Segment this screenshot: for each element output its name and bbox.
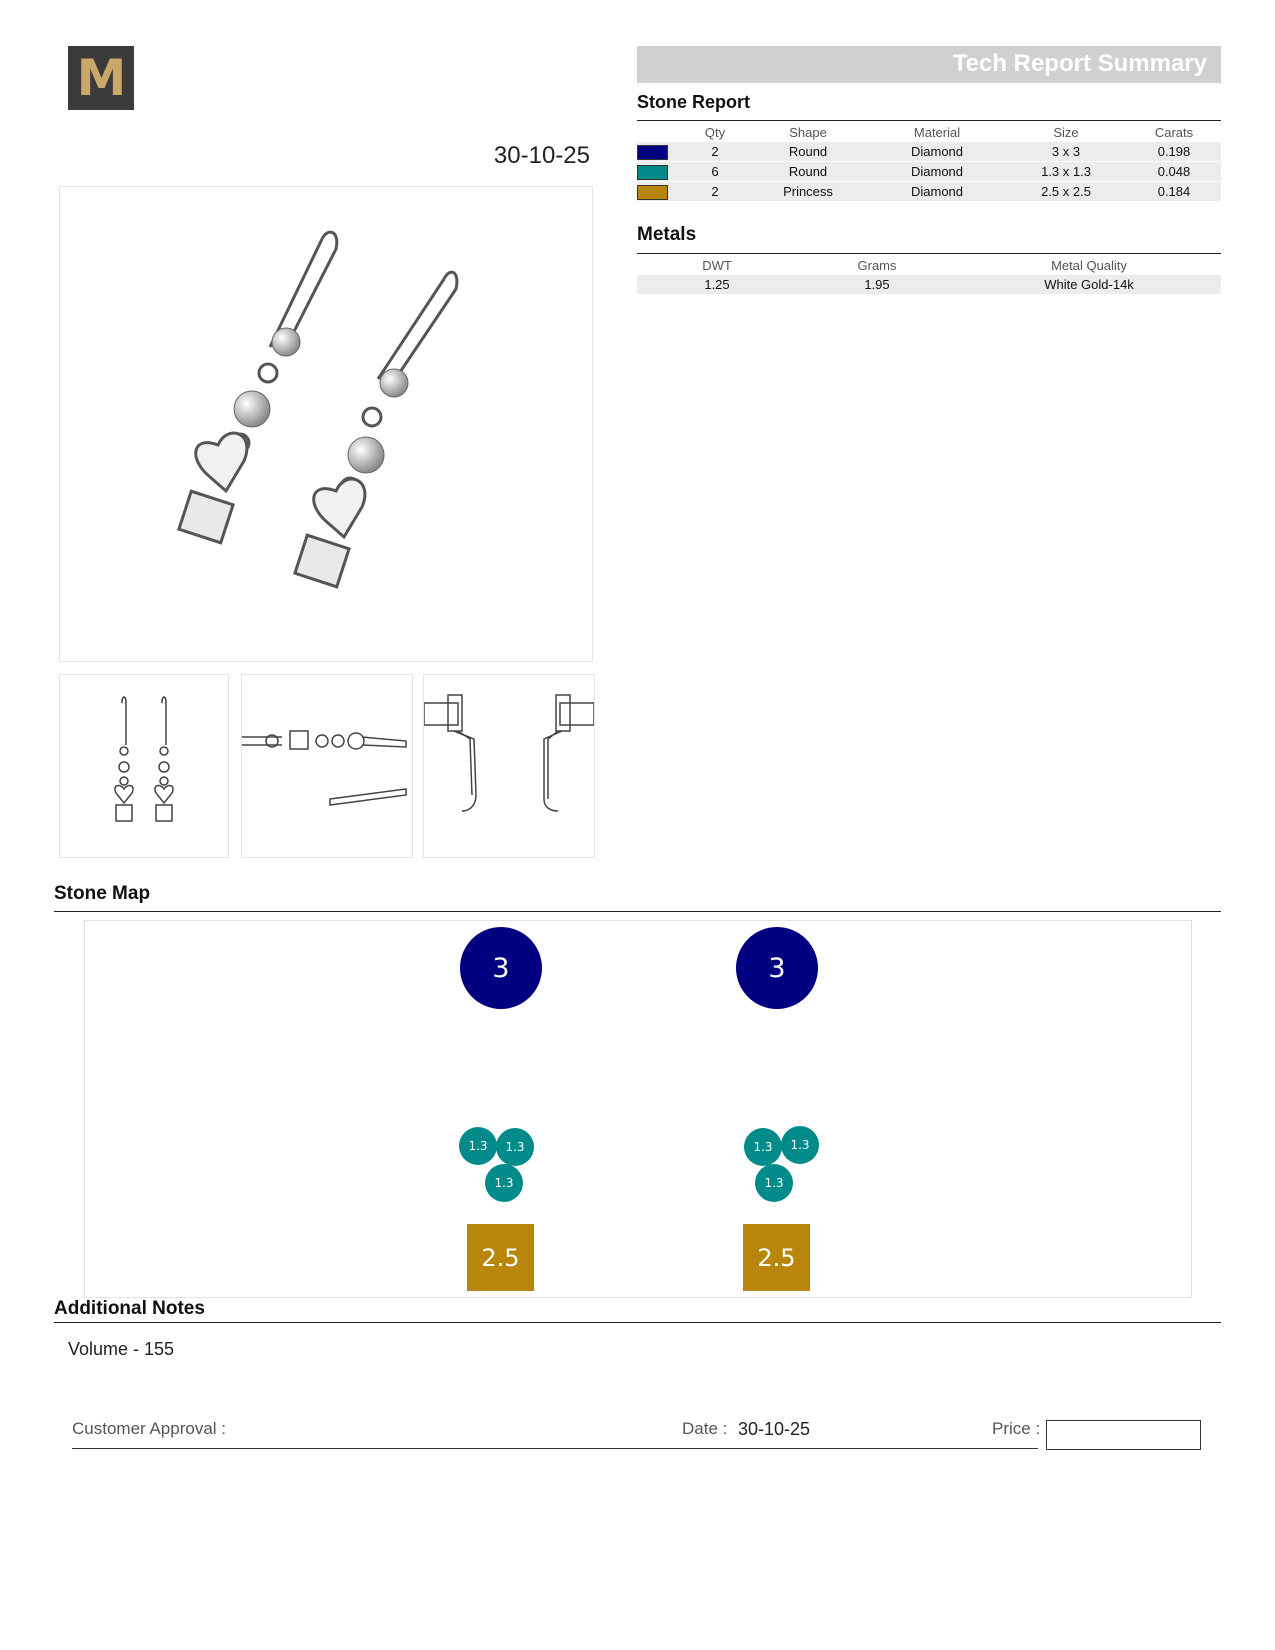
thumbnail-side-view[interactable]: [241, 674, 413, 858]
dwt-cell: 1.25: [637, 275, 797, 294]
table-row: [637, 142, 1221, 162]
grams-cell: 1.95: [797, 275, 957, 294]
carats-cell: 0.184: [1127, 182, 1221, 202]
stone-report-table: [637, 122, 1221, 201]
thumbnail-top-view[interactable]: [423, 674, 595, 858]
report-header-banner: [637, 46, 1221, 83]
metal-quality-cell: White Gold-14k: [957, 275, 1221, 294]
stone-report-header-row: [637, 122, 1221, 142]
main-product-image: [59, 186, 593, 662]
top-view-illustration: [424, 675, 594, 857]
material-cell: Diamond: [869, 162, 1005, 182]
stone-princess-2-5mm: 2.5: [743, 1224, 810, 1291]
carats-cell: 0.198: [1127, 142, 1221, 162]
company-logo: [68, 46, 134, 110]
stone-round-1-3mm: 1.3: [485, 1164, 523, 1202]
shape-cell: Round: [747, 142, 869, 162]
signature-line: [72, 1448, 1038, 1449]
stone-round-3mm: 3: [460, 927, 542, 1009]
material-cell: Diamond: [869, 182, 1005, 202]
side-view-illustration: [242, 675, 412, 857]
stone-round-1-3mm: 1.3: [459, 1127, 497, 1165]
stone-round-1-3mm: 1.3: [781, 1126, 819, 1164]
table-row: [637, 182, 1221, 202]
stone-color-swatch: [637, 145, 668, 160]
qty-cell: 6: [683, 162, 747, 182]
thumbnail-front-view[interactable]: [59, 674, 229, 858]
size-cell: 1.3 x 1.3: [1005, 162, 1127, 182]
stone-color-swatch: [637, 185, 668, 200]
stone-map-divider: [54, 911, 1221, 912]
price-label: Price :: [992, 1419, 1041, 1438]
column-header: Carats: [1154, 124, 1194, 140]
date-label: Date :: [682, 1419, 728, 1438]
additional-notes-title: Additional Notes: [54, 1298, 205, 1319]
size-cell: 3 x 3: [1005, 142, 1127, 162]
approval-date-value: 30-10-25: [738, 1419, 811, 1439]
report-title: Tech Report Summary: [952, 50, 1207, 77]
column-header: Material: [913, 124, 961, 140]
metals-divider: [637, 253, 1221, 254]
metals-title: Metals: [637, 224, 697, 245]
qty-cell: 2: [683, 142, 747, 162]
stone-report-title: Stone Report: [637, 92, 751, 112]
stone-round-1-3mm: 1.3: [744, 1128, 782, 1166]
customer-approval-label: Customer Approval :: [72, 1419, 227, 1438]
metals-table: [637, 255, 1221, 294]
column-header: Qty: [704, 124, 726, 140]
stone-round-3mm: 3: [736, 927, 818, 1009]
stone-map-panel: [84, 920, 1192, 1298]
table-row: [637, 275, 1221, 294]
table-row: [637, 162, 1221, 182]
price-field[interactable]: [1046, 1420, 1201, 1450]
earring-render-illustration: [60, 187, 592, 661]
notes-divider: [54, 1322, 1221, 1323]
swatch-column-header: [637, 122, 683, 142]
carats-cell: 0.048: [1127, 162, 1221, 182]
notes-text: Volume - 155: [68, 1339, 175, 1359]
shape-cell: Round: [747, 162, 869, 182]
stone-report-divider: [637, 120, 1221, 121]
metals-header-row: [637, 255, 1221, 275]
front-view-illustration: [60, 675, 228, 857]
stone-color-swatch: [637, 165, 668, 180]
stone-round-1-3mm: 1.3: [496, 1128, 534, 1166]
column-header: Grams: [857, 257, 897, 273]
stone-map-title: Stone Map: [54, 883, 151, 904]
size-cell: 2.5 x 2.5: [1005, 182, 1127, 202]
stone-round-1-3mm: 1.3: [755, 1164, 793, 1202]
column-header: Metal Quality: [1051, 257, 1127, 273]
column-header: Size: [1053, 124, 1079, 140]
column-header: DWT: [702, 257, 732, 273]
material-cell: Diamond: [869, 142, 1005, 162]
qty-cell: 2: [683, 182, 747, 202]
report-date: 30-10-25: [493, 142, 590, 169]
logo-letter: M: [76, 49, 126, 107]
stone-princess-2-5mm: 2.5: [467, 1224, 534, 1291]
shape-cell: Princess: [747, 182, 869, 202]
column-header: Shape: [789, 124, 827, 140]
